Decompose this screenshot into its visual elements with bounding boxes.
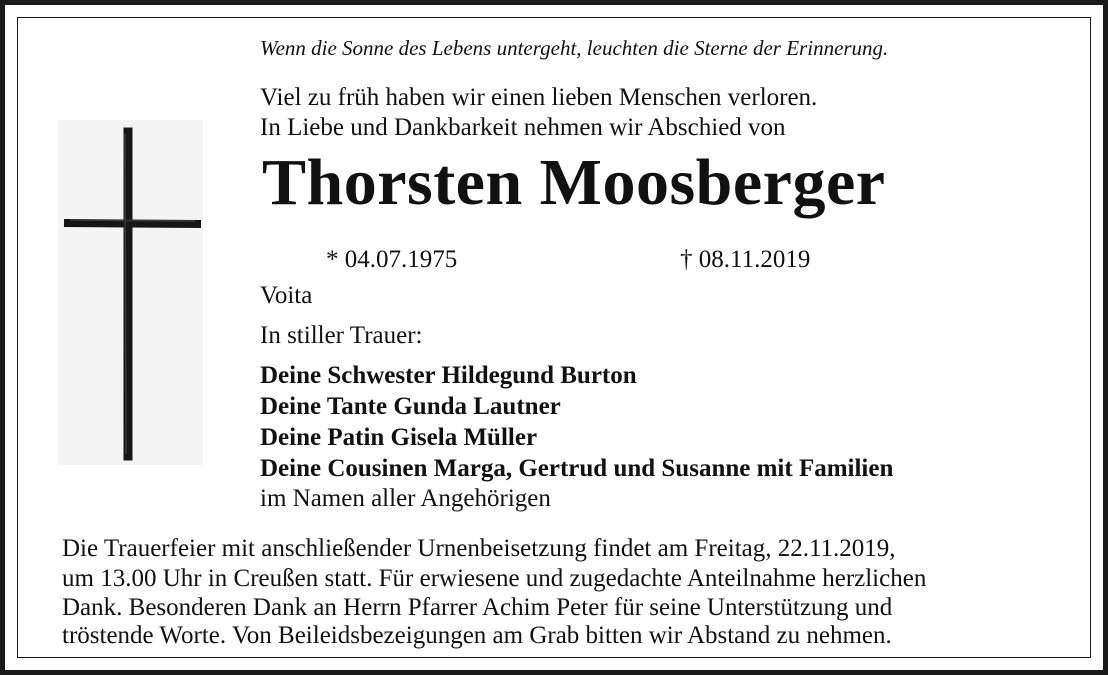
ceremony-line: um 13.00 Uhr in Creußen statt. Für erwiesene und zugedachte Anteilnahme herzlichen (62, 565, 927, 592)
relatives-line: im Namen aller Angehörigen (260, 485, 551, 512)
family-member: Deine Cousinen Marga, Gertrud und Susanne mit Familien (260, 455, 894, 482)
intro-line: Viel zu früh haben wir einen lieben Menschen verloren. (260, 84, 818, 111)
ceremony-line: tröstende Worte. Von Beileidsbezeigungen am Grab bitten wir Abstand zu nehmen. (62, 622, 892, 649)
deceased-name: Thorsten Moosberger (262, 146, 886, 219)
cross-icon (58, 120, 203, 465)
residence-place: Voita (260, 282, 313, 309)
death-date: † 08.11.2019 (680, 246, 811, 273)
mourners-heading: In stiller Trauer: (260, 322, 423, 349)
family-member: Deine Tante Gunda Lautner (260, 393, 561, 420)
motto-quote: Wenn die Sonne des Lebens untergeht, leuchten die Sterne der Erinnerung. (260, 36, 889, 60)
ceremony-line: Die Trauerfeier mit anschließender Urnenbeisetzung findet am Freitag, 22.11.2019, (62, 535, 896, 562)
intro-line: In Liebe und Dankbarkeit nehmen wir Abschied von (260, 114, 786, 141)
ceremony-line: Dank. Besonderen Dank an Herrn Pfarrer Achim Peter für seine Unterstützung und (62, 594, 893, 621)
family-member: Deine Patin Gisela Müller (260, 424, 538, 451)
family-member: Deine Schwester Hildegund Burton (260, 362, 637, 389)
birth-date: * 04.07.1975 (326, 246, 458, 273)
